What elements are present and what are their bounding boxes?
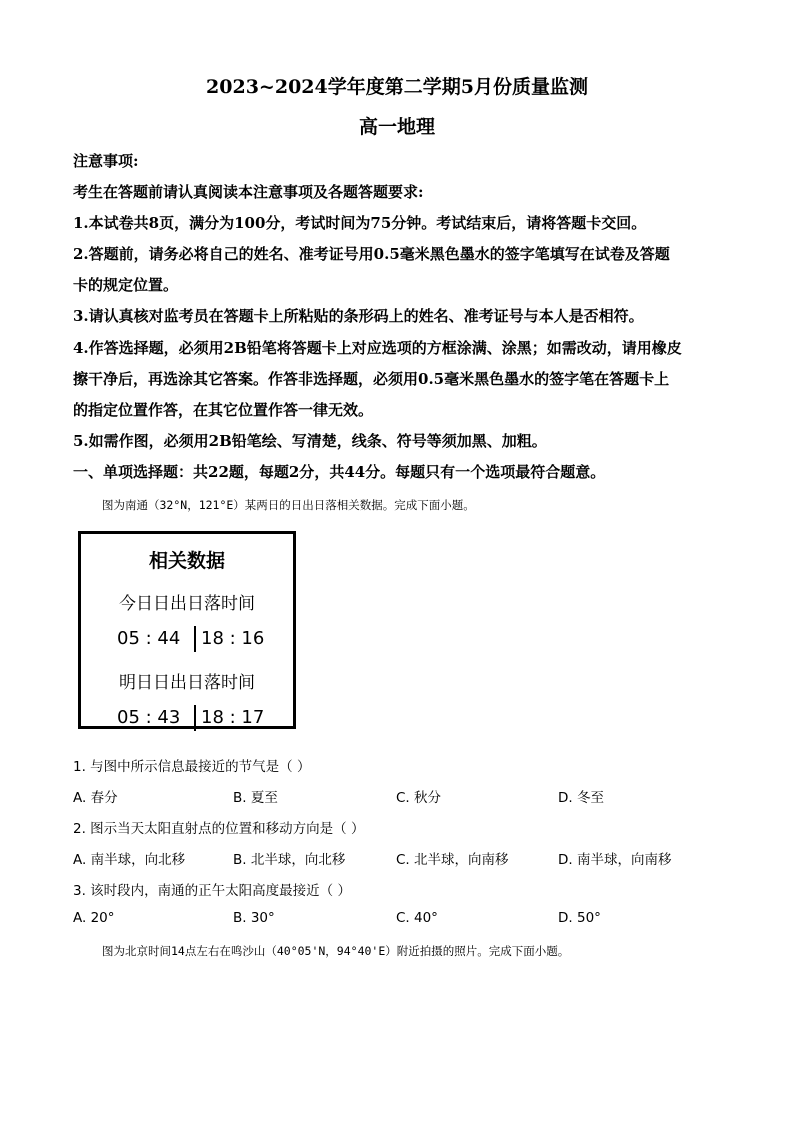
- notice-line: 4.作答选择题，必须用2B铅笔将答题卡上对应选项的方框涂满、涂黑；如需改动，请用橡皮: [73, 339, 682, 357]
- today-label: 今日日出日落时间: [119, 594, 255, 614]
- exam-subject: 高一地理: [358, 116, 435, 138]
- notice-heading: 注意事项:: [73, 152, 139, 170]
- question-intro: 图为南通（32°N，121°E）某两日的日出日落相关数据。完成下面小题。: [102, 498, 475, 512]
- tomorrow-label: 明日日出日落时间: [119, 673, 255, 693]
- tomorrow-sunset-time: 18 : 17: [201, 707, 265, 728]
- option-a: A. 南半球，向北移: [73, 852, 186, 868]
- option-a: A. 20°: [73, 910, 115, 926]
- option-a: A. 春分: [73, 790, 118, 806]
- figure-title: 相关数据: [148, 550, 225, 572]
- option-c: C. 40°: [396, 910, 438, 926]
- time-divider: [194, 626, 196, 652]
- today-sunrise-time: 05 : 44: [117, 628, 181, 649]
- question-intro: 图为北京时间14点左右在鸣沙山（40°05'N，94°40'E）附近拍摄的照片。完成下面小题。: [102, 944, 570, 958]
- notice-line: 考生在答题前请认真阅读本注意事项及各题答题要求:: [73, 183, 424, 201]
- notice-line: 3.请认真核对监考员在答题卡上所粘贴的条形码上的姓名、准考证号与本人是否相符。: [73, 307, 644, 325]
- option-d: D. 南半球，向南移: [558, 852, 672, 868]
- option-b: B. 夏至: [233, 790, 278, 806]
- option-d: D. 50°: [558, 910, 601, 926]
- time-divider: [194, 705, 196, 731]
- notice-line: 卡的规定位置。: [73, 276, 179, 294]
- notice-line: 1.本试卷共8页，满分为100分，考试时间为75分钟。考试结束后，请将答题卡交回。: [73, 214, 647, 232]
- option-b: B. 30°: [233, 910, 275, 926]
- tomorrow-sunrise-time: 05 : 43: [117, 707, 181, 728]
- option-c: C. 秋分: [396, 790, 442, 806]
- sunrise-sunset-data-box: [78, 531, 296, 729]
- section-heading: 一、单项选择题：共22题，每题2分，共44分。每题只有一个选项最符合题意。: [73, 463, 606, 481]
- question-stem: 2. 图示当天太阳直射点的位置和移动方向是（ ）: [73, 821, 365, 837]
- question-stem: 1. 与图中所示信息最接近的节气是（ ）: [73, 759, 311, 775]
- option-c: C. 北半球，向南移: [396, 852, 509, 868]
- notice-line: 2.答题前，请务必将自己的姓名、准考证号用0.5毫米黑色墨水的签字笔填写在试卷及答题: [73, 245, 670, 263]
- notice-line: 擦干净后，再选涂其它答案。作答非选择题，必须用0.5毫米黑色墨水的签字笔在答题卡上: [73, 370, 670, 388]
- today-sunset-time: 18 : 16: [201, 628, 265, 649]
- notice-line: 5.如需作图，必须用2B铅笔绘、写清楚，线条、符号等须加黑、加粗。: [73, 432, 547, 450]
- option-d: D. 冬至: [558, 790, 604, 806]
- exam-title: 2023~2024学年度第二学期5月份质量监测: [206, 76, 588, 98]
- option-b: B. 北半球，向北移: [233, 852, 346, 868]
- question-stem: 3. 该时段内，南通的正午太阳高度最接近（ ）: [73, 883, 351, 899]
- notice-line: 的指定位置作答，在其它位置作答一律无效。: [73, 401, 374, 419]
